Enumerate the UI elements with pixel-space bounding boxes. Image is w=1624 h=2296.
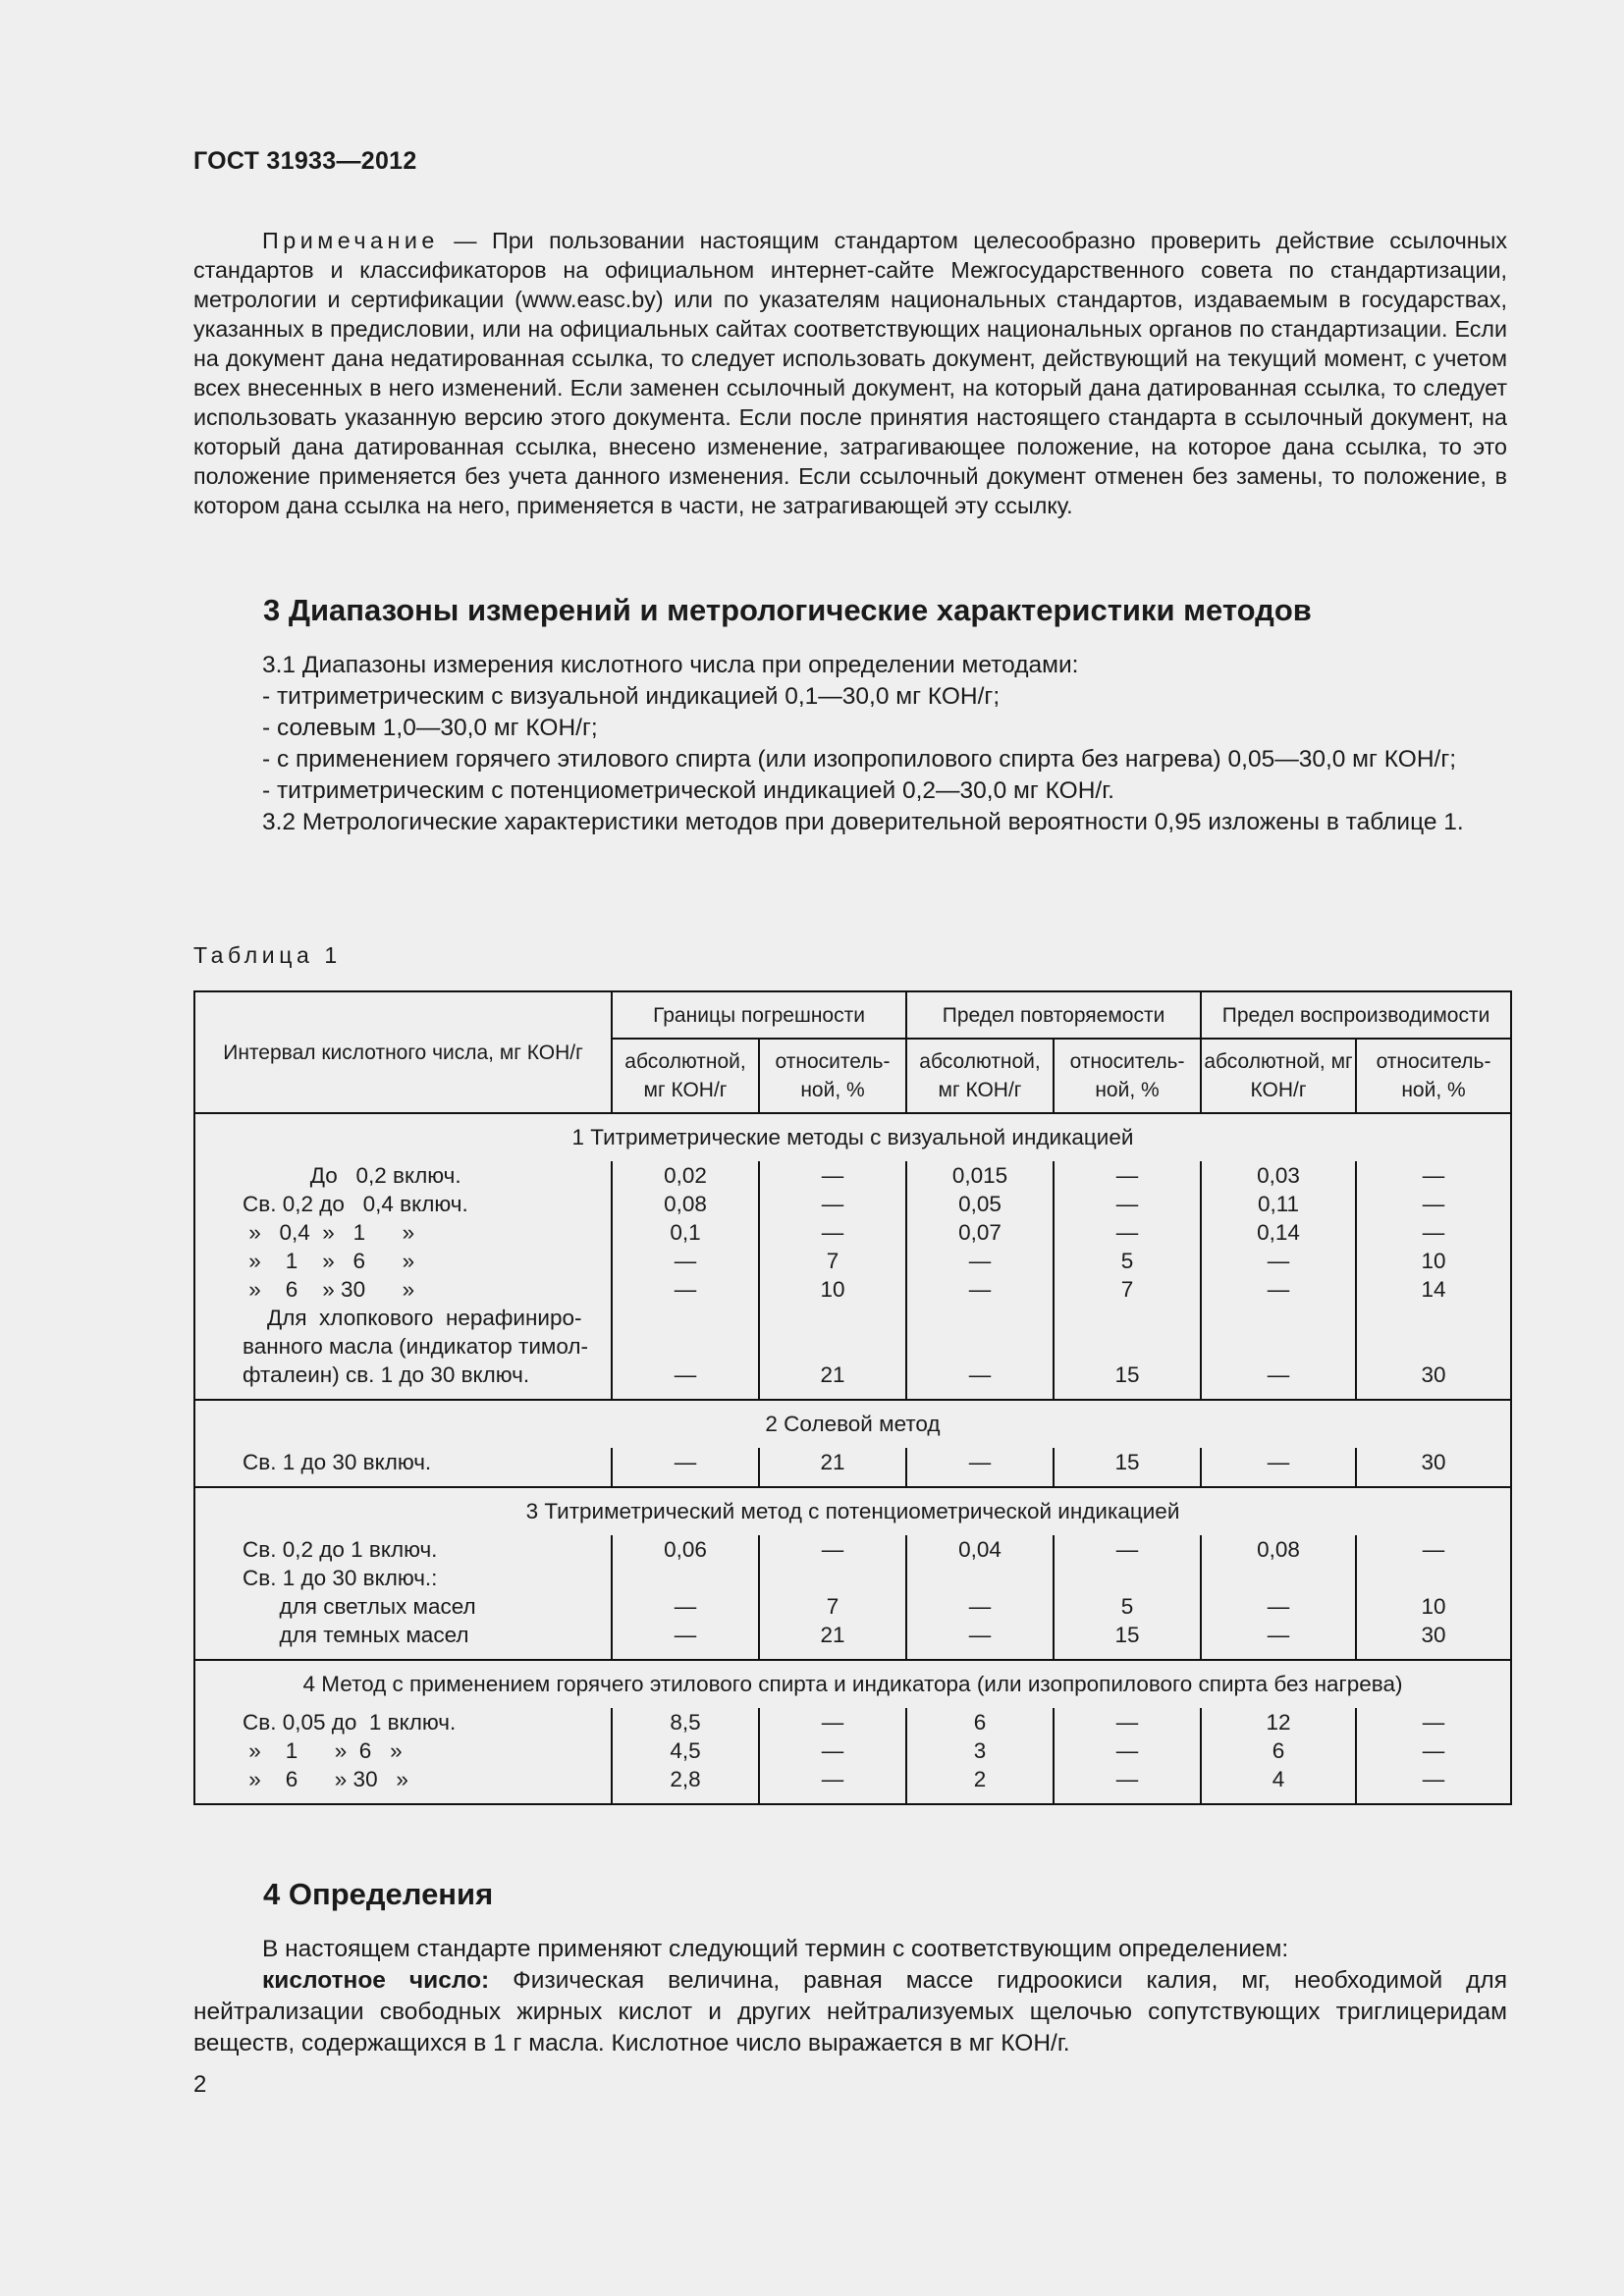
cell-value: 0,02	[664, 1163, 707, 1188]
cell-value: —	[821, 1163, 844, 1188]
cell-value: 6	[1272, 1738, 1285, 1763]
header-group-error: Границы погрешности	[612, 991, 906, 1039]
interval-value: для светлых масел	[243, 1594, 476, 1619]
page-number: 2	[193, 2071, 207, 2098]
cell-value: 14	[1421, 1277, 1446, 1302]
interval-value: фталеин) св. 1 до 30 включ.	[243, 1362, 530, 1387]
section-3-title: 3 Диапазоны измерений и метрологические характеристики методов	[263, 593, 1312, 627]
cell-value: 6	[973, 1710, 987, 1735]
cell-value: —	[1267, 1249, 1290, 1273]
cell-value: —	[1422, 1767, 1445, 1791]
cell-value: 10	[820, 1277, 845, 1302]
cell-value: 10	[1421, 1249, 1446, 1273]
cell-value	[760, 1564, 905, 1592]
cell-value: 15	[1114, 1450, 1140, 1474]
metrology-table	[193, 990, 1512, 1805]
value-cell	[612, 1708, 759, 1804]
interval-value: ванного масла (индикатор тимол-	[243, 1334, 589, 1359]
interval-value: » 1 » 6 »	[243, 1249, 415, 1273]
range-item: - титриметрическим с потенциометрической индикацией 0,2—30,0 мг КОН/г.	[262, 777, 1114, 804]
cell-value: 7	[826, 1249, 839, 1273]
interval-value: Св. 1 до 30 включ.	[243, 1450, 432, 1474]
value-cell	[759, 1448, 906, 1487]
cell-value: —	[674, 1249, 697, 1273]
cell-value: —	[1422, 1192, 1445, 1216]
value-cell	[1356, 1448, 1511, 1487]
interval-cell	[194, 1708, 612, 1804]
cell-value: —	[1422, 1220, 1445, 1245]
cell-value: —	[968, 1450, 992, 1474]
header-abs: абсолютной, мг КОН/г	[1201, 1039, 1356, 1113]
cell-value: —	[968, 1623, 992, 1647]
cell-value: 4	[1272, 1767, 1285, 1791]
cell-value: 0,03	[1257, 1163, 1300, 1188]
interval-value: » 6 » 30 »	[243, 1277, 415, 1302]
header-rel: относитель- ной, %	[759, 1039, 906, 1113]
value-cell	[1201, 1535, 1356, 1660]
note-text: — При пользовании настоящим стандартом целесообразно проверить действие ссылочных стандартов и классификаторов на официальном интернет-сайте Межгосударственного совета по стандартизации, метрологии и сертификации (www.easc.by) или по указателям национальных стандартов, издаваемым в государствах, указанных в предисловии, или на официальных сайтах соответствующих национальных органов по стандартизации. Если на документ дана недатированная ссылка, то следует использовать документ, действующий на текущий момент, с учетом всех внесенных в него изменений. Если заменен ссылочный документ, на который дана датированная ссылка, то следует использовать указанную версию этого документа. Если после принятия настоящего стандарта в ссылочный документ, на который дана датированная ссылка, внесено изменение, затрагивающее положение, на которое дана ссылка, то это положение применяется без учета данного изменения. Если ссылочный документ отменен без замены, то положение, в котором дана ссылка на него, применяется в части, не затрагивающей эту ссылку.	[193, 228, 1507, 518]
cell-value: —	[821, 1192, 844, 1216]
cell-value: —	[968, 1277, 992, 1302]
value-cell	[1054, 1448, 1201, 1487]
cell-value: —	[1115, 1710, 1139, 1735]
cell-value: 15	[1114, 1362, 1140, 1387]
cell-value: 5	[1120, 1249, 1134, 1273]
cell-value	[907, 1332, 1053, 1361]
cell-value: —	[1267, 1362, 1290, 1387]
value-cell	[906, 1448, 1054, 1487]
cell-value: 8,5	[670, 1710, 701, 1735]
value-cell	[1356, 1535, 1511, 1660]
cell-value: —	[1422, 1537, 1445, 1562]
cell-value: 21	[820, 1362, 845, 1387]
cell-value: 2	[973, 1767, 987, 1791]
paragraph-4-intro: В настоящем стандарте применяют следующий термин с соответствующим определением:	[262, 1936, 1289, 1962]
cell-value: —	[821, 1738, 844, 1763]
cell-value: —	[968, 1594, 992, 1619]
cell-value: 0,1	[670, 1220, 701, 1245]
interval-value: » 0,4 » 1 »	[243, 1220, 415, 1245]
interval-value: для темных масел	[243, 1623, 469, 1647]
value-cell	[612, 1161, 759, 1400]
header-rel: относитель- ной, %	[1054, 1039, 1201, 1113]
interval-value: » 1 » 6 »	[243, 1738, 403, 1763]
note-paragraph	[193, 226, 1507, 520]
table-section-title-row	[194, 1660, 1511, 1708]
cell-value: —	[821, 1767, 844, 1791]
cell-value: —	[674, 1362, 697, 1387]
header-group-reproducibility: Предел воспроизводимости	[1201, 991, 1511, 1039]
cell-value: —	[674, 1594, 697, 1619]
table-row	[194, 1448, 1511, 1487]
cell-value: 4,5	[670, 1738, 701, 1763]
cell-value: —	[821, 1220, 844, 1245]
value-cell	[1054, 1708, 1201, 1804]
paragraph-3-2: 3.2 Метрологические характеристики методов при доверительной вероятности 0,95 изложены в таблице 1.	[262, 809, 1464, 835]
cell-value	[613, 1304, 758, 1332]
cell-value	[760, 1332, 905, 1361]
section-4-title: 4 Определения	[263, 1877, 494, 1911]
value-cell	[906, 1161, 1054, 1400]
document-header: ГОСТ 31933—2012	[193, 147, 417, 175]
value-cell	[759, 1161, 906, 1400]
cell-value: —	[821, 1710, 844, 1735]
cell-value	[907, 1564, 1053, 1592]
cell-value	[760, 1304, 905, 1332]
interval-cell	[194, 1448, 612, 1487]
value-cell	[1356, 1161, 1511, 1400]
cell-value: 7	[1120, 1277, 1134, 1302]
note-label: Примечание	[262, 228, 439, 253]
cell-value: —	[1115, 1163, 1139, 1188]
cell-value: 30	[1421, 1450, 1446, 1474]
value-cell	[759, 1708, 906, 1804]
cell-value	[907, 1304, 1053, 1332]
table-row	[194, 1161, 1511, 1400]
cell-value: —	[1422, 1738, 1445, 1763]
table-section-title: 2 Солевой метод	[194, 1400, 1511, 1448]
cell-value	[1357, 1332, 1510, 1361]
cell-value: —	[1422, 1710, 1445, 1735]
value-cell	[906, 1535, 1054, 1660]
cell-value: —	[968, 1249, 992, 1273]
interval-value: Св. 0,2 до 0,4 включ.	[243, 1192, 468, 1216]
cell-value: —	[1115, 1220, 1139, 1245]
table-row	[194, 1708, 1511, 1804]
cell-value: —	[1115, 1192, 1139, 1216]
cell-value: 21	[820, 1450, 845, 1474]
paragraph-3-1: 3.1 Диапазоны измерения кислотного числа при определении методами:	[262, 652, 1079, 678]
cell-value: 0,08	[1257, 1537, 1300, 1562]
table-section-title-row	[194, 1113, 1511, 1161]
interval-cell	[194, 1161, 612, 1400]
cell-value	[1055, 1564, 1200, 1592]
range-item: - с применением горячего этилового спирта (или изопропилового спирта без нагрева) 0,05—30,0 мг КОН/г;	[262, 746, 1457, 773]
value-cell	[1054, 1161, 1201, 1400]
cell-value: 10	[1421, 1594, 1446, 1619]
cell-value: —	[674, 1623, 697, 1647]
interval-value: Св. 0,05 до 1 включ.	[243, 1710, 457, 1735]
value-cell	[1054, 1535, 1201, 1660]
definition-text: Физическая величина, равная массе гидроокиси калия, мг, необходимой для нейтрализации свободных жирных кислот и других нейтрализуемых щелочью сопутствующих триглицеридам веществ, содержащихся в 1 г масла. Кислотное число выражается в мг КОН/г.	[193, 1967, 1507, 2056]
cell-value: —	[821, 1537, 844, 1562]
cell-value: —	[1115, 1537, 1139, 1562]
value-cell	[1201, 1161, 1356, 1400]
cell-value: —	[968, 1362, 992, 1387]
section-4-body	[193, 1934, 1507, 2059]
cell-value: —	[674, 1277, 697, 1302]
cell-value	[1357, 1564, 1510, 1592]
cell-value: 30	[1421, 1362, 1446, 1387]
interval-cell	[194, 1535, 612, 1660]
cell-value: 0,14	[1257, 1220, 1300, 1245]
cell-value: 2,8	[670, 1767, 701, 1791]
definition-paragraph	[193, 1965, 1507, 2059]
cell-value: —	[674, 1450, 697, 1474]
header-abs: абсолютной, мг КОН/г	[906, 1039, 1054, 1113]
cell-value: 3	[973, 1738, 987, 1763]
header-rel: относитель- ной, %	[1356, 1039, 1511, 1113]
cell-value: —	[1267, 1623, 1290, 1647]
cell-value	[1202, 1304, 1355, 1332]
interval-value: До 0,2 включ.	[243, 1163, 461, 1188]
header-abs: абсолютной, мг КОН/г	[612, 1039, 759, 1113]
cell-value: 0,04	[958, 1537, 1001, 1562]
cell-value: 30	[1421, 1623, 1446, 1647]
cell-value	[1055, 1332, 1200, 1361]
table-row	[194, 1535, 1511, 1660]
cell-value: —	[1115, 1767, 1139, 1791]
cell-value: 12	[1266, 1710, 1291, 1735]
interval-value: » 6 » 30 »	[243, 1767, 408, 1791]
cell-value: —	[1267, 1594, 1290, 1619]
cell-value: 0,07	[958, 1220, 1001, 1245]
cell-value: 21	[820, 1623, 845, 1647]
cell-value: 0,11	[1257, 1192, 1300, 1216]
cell-value	[1357, 1304, 1510, 1332]
value-cell	[759, 1535, 906, 1660]
section-3-body	[193, 650, 1507, 838]
value-cell	[1201, 1708, 1356, 1804]
table-caption: Таблица 1	[193, 942, 342, 968]
cell-value	[1055, 1304, 1200, 1332]
table-section-title-row	[194, 1400, 1511, 1448]
interval-value: Для хлопкового нерафиниро-	[243, 1306, 582, 1330]
defined-term: кислотное число:	[262, 1967, 490, 1994]
cell-value	[613, 1564, 758, 1592]
value-cell	[906, 1708, 1054, 1804]
value-cell	[612, 1448, 759, 1487]
cell-value: 0,06	[664, 1537, 707, 1562]
cell-value: 7	[826, 1594, 839, 1619]
cell-value: 0,05	[958, 1192, 1001, 1216]
value-cell	[612, 1535, 759, 1660]
cell-value	[1202, 1332, 1355, 1361]
header-group-repeatability: Предел повторяемости	[906, 991, 1201, 1039]
cell-value: —	[1115, 1738, 1139, 1763]
value-cell	[1201, 1448, 1356, 1487]
cell-value: 5	[1120, 1594, 1134, 1619]
range-item: - солевым 1,0—30,0 мг КОН/г;	[262, 715, 598, 741]
cell-value	[613, 1332, 758, 1361]
cell-value: —	[1267, 1450, 1290, 1474]
table-section-title: 3 Титриметрический метод с потенциометрической индикацией	[194, 1487, 1511, 1535]
range-item: - титриметрическим с визуальной индикацией 0,1—30,0 мг КОН/г;	[262, 683, 1001, 710]
table-section-title-row	[194, 1487, 1511, 1535]
header-interval: Интервал кислотного числа, мг КОН/г	[194, 991, 612, 1113]
table-section-title: 1 Титриметрические методы с визуальной индикацией	[194, 1113, 1511, 1161]
cell-value: —	[1422, 1163, 1445, 1188]
cell-value: 0,015	[951, 1163, 1008, 1188]
cell-value: —	[1267, 1277, 1290, 1302]
cell-value	[1202, 1564, 1355, 1592]
cell-value: 0,08	[664, 1192, 707, 1216]
cell-value: 15	[1114, 1623, 1140, 1647]
interval-value: Св. 0,2 до 1 включ.	[243, 1537, 438, 1562]
table-section-title: 4 Метод с применением горячего этилового спирта и индикатора (или изопропилового спирта без нагрева)	[194, 1660, 1511, 1708]
value-cell	[1356, 1708, 1511, 1804]
interval-value: Св. 1 до 30 включ.:	[243, 1566, 438, 1590]
